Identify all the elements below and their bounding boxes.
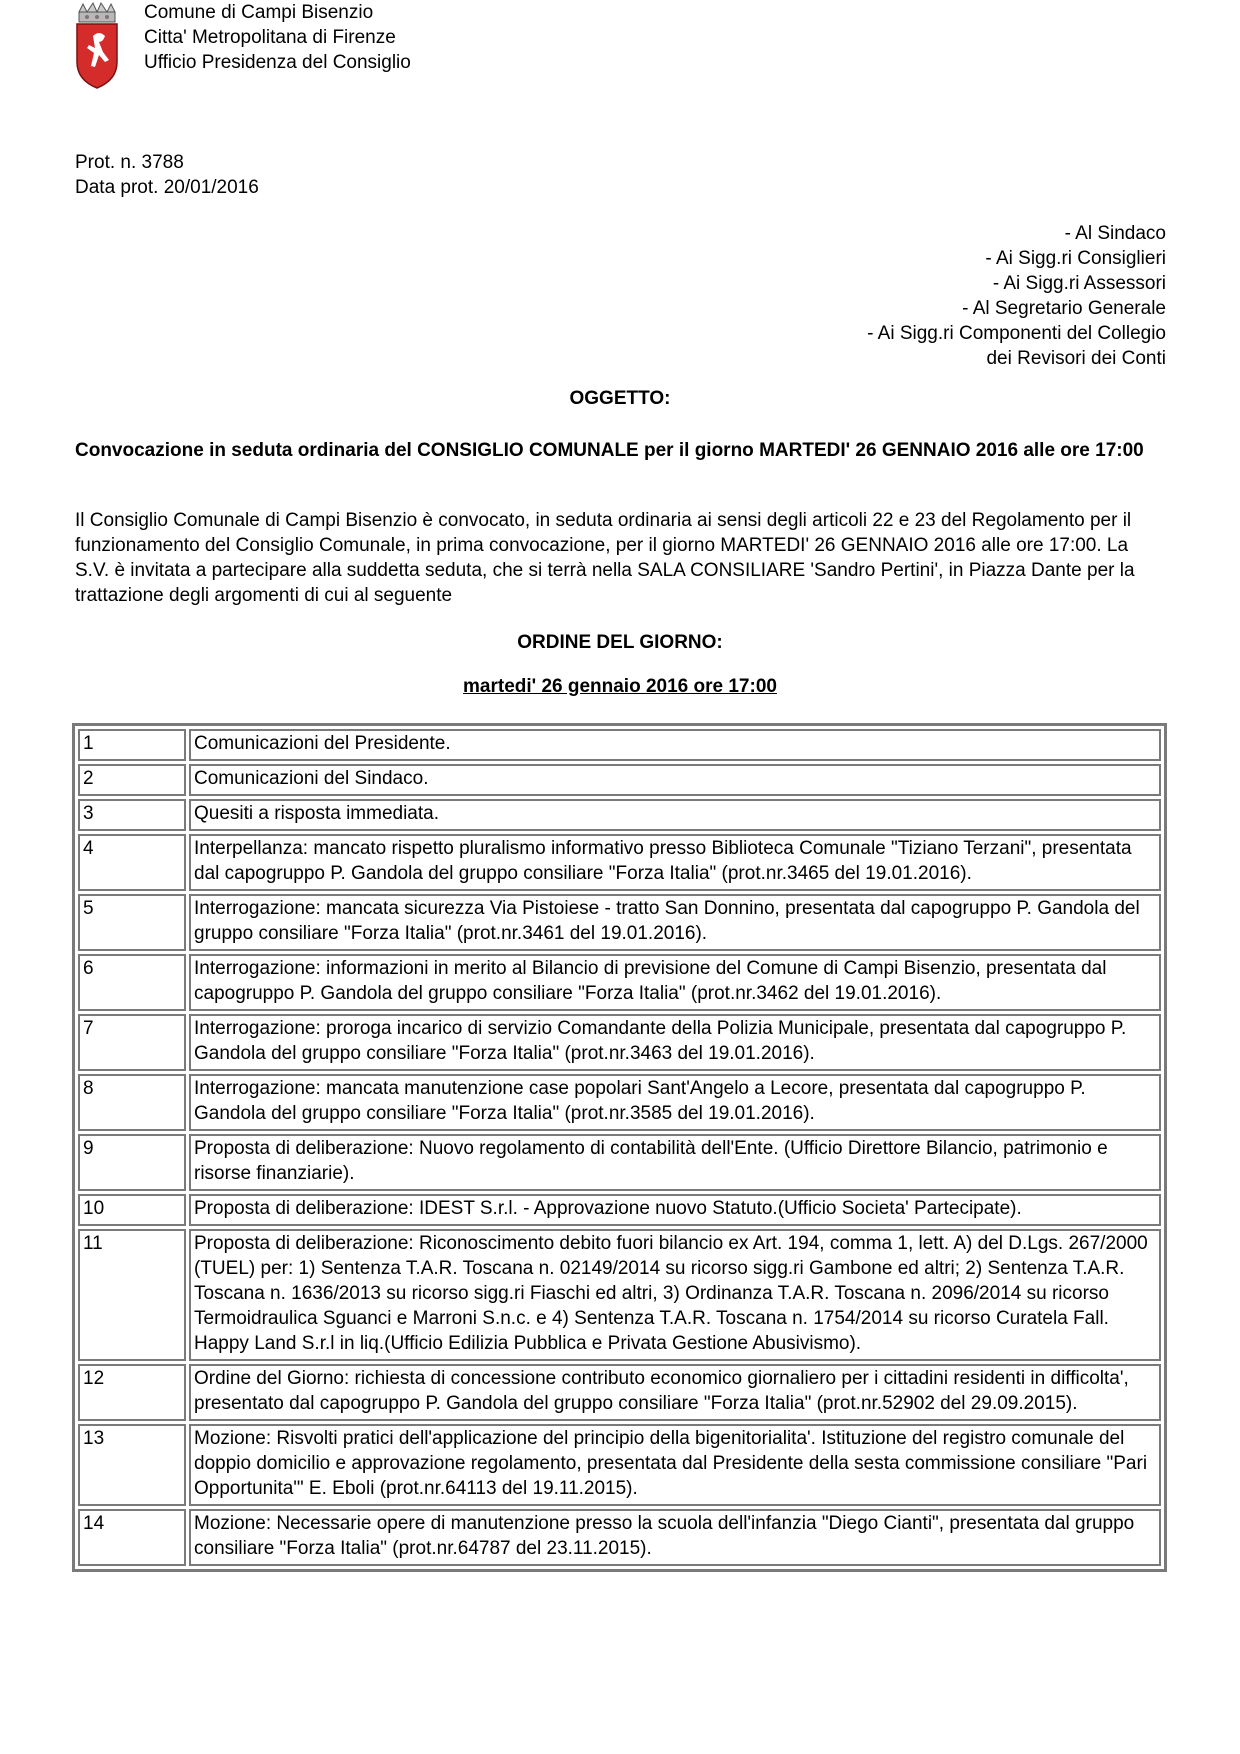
agenda-row <box>78 729 1161 761</box>
agenda-item-number: 4 <box>78 834 186 891</box>
agenda-row <box>78 1364 1161 1421</box>
agenda-row <box>78 799 1161 831</box>
agenda-item-number: 12 <box>78 1364 186 1421</box>
agenda-item-number: 2 <box>78 764 186 796</box>
agenda-item-number: 10 <box>78 1194 186 1226</box>
recipient-line: - Ai Sigg.ri Consiglieri <box>985 248 1166 269</box>
agenda-item-text: Mozione: Risvolti pratici dell'applicazione del principio della bigenitorialita'. Istituzione del registro comunale del doppio domicilio e approvazione regolamento, presentata dal Presidente della sesta commissione consiliare "Pari Opportunita'" E. Eboli (prot.nr.64113 del 19.11.2015). <box>189 1424 1161 1506</box>
agenda-item-number: 8 <box>78 1074 186 1131</box>
agenda-row <box>78 834 1161 891</box>
agenda-item-number: 6 <box>78 954 186 1011</box>
agenda-row <box>78 1229 1161 1361</box>
recipient-line: dei Revisori dei Conti <box>986 348 1166 369</box>
subject-text: Convocazione in seduta ordinaria del CONSIGLIO COMUNALE per il giorno MARTEDI' 26 GENNAIO 2016 alle ore 17:00 <box>75 440 1144 461</box>
agenda-item-text: Proposta di deliberazione: Riconoscimento debito fuori bilancio ex Art. 194, comma 1, lett. A) del D.Lgs. 267/2000 (TUEL) per: 1) Sentenza T.A.R. Toscana n. 02149/2014 su ricorso sigg.ri Gambone ed altri; 2) Sentenza T.A.R. Toscana n. 1636/2013 su ricorso sigg.ri Fiaschi ed altri, 3) Ordinanza T.A.R. Toscana n. 2096/2014 su ricorso Termoidraulica Sguanci e Marroni S.n.c. e 4) Sentenza T.A.R. Toscana n. 1754/2014 su ricorso Curatela Fall. Happy Land S.r.l in liq.(Ufficio Edilizia Pubblica e Privata Gestione Abusivismo). <box>189 1229 1161 1361</box>
metropolitan-city: Citta' Metropolitana di Firenze <box>144 27 396 48</box>
agenda-item-text: Comunicazioni del Presidente. <box>189 729 1161 761</box>
agenda-item-number: 14 <box>78 1509 186 1566</box>
agenda-item-number: 7 <box>78 1014 186 1071</box>
agenda-row <box>78 894 1161 951</box>
recipient-line: - Al Sindaco <box>1064 223 1166 244</box>
agenda-row <box>78 1509 1161 1566</box>
agenda-item-text: Quesiti a risposta immediata. <box>189 799 1161 831</box>
agenda-item-number: 3 <box>78 799 186 831</box>
subject-label: OGGETTO: <box>569 388 671 409</box>
agenda-row <box>78 1134 1161 1191</box>
agenda-row <box>78 1014 1161 1071</box>
agenda-item-text: Interpellanza: mancato rispetto pluralismo informativo presso Biblioteca Comunale "Tiziano Terzani", presentata dal capogruppo P. Gandola del gruppo consiliare "Forza Italia" (prot.nr.3465 del 19.01.2016). <box>189 834 1161 891</box>
agenda-item-text: Ordine del Giorno: richiesta di concessione contributo economico giornaliero per i cittadini residenti in difficolta', presentato dal capogruppo P. Gandola del gruppo consiliare "Forza Italia" (prot.nr.52902 del 29.09.2015). <box>189 1364 1161 1421</box>
agenda-row <box>78 1194 1161 1226</box>
agenda-row <box>78 1074 1161 1131</box>
agenda-row <box>78 764 1161 796</box>
protocol-block <box>75 150 259 200</box>
office-name: Ufficio Presidenza del Consiglio <box>144 52 411 73</box>
agenda-item-text: Interrogazione: informazioni in merito al Bilancio di previsione del Comune di Campi Bisenzio, presentata dal capogruppo P. Gandola del gruppo consiliare "Forza Italia" (prot.nr.3462 del 19.01.2016). <box>189 954 1161 1011</box>
agenda-item-number: 1 <box>78 729 186 761</box>
agenda-item-number: 11 <box>78 1229 186 1361</box>
agenda-item-number: 9 <box>78 1134 186 1191</box>
recipients-list <box>867 221 1166 371</box>
protocol-date: Data prot. 20/01/2016 <box>75 177 259 198</box>
agenda-row <box>78 1424 1161 1506</box>
agenda-title: ORDINE DEL GIORNO: <box>517 632 723 653</box>
agenda-item-text: Proposta di deliberazione: Nuovo regolamento di contabilità dell'Ente. (Ufficio Direttore Bilancio, patrimonio e risorse finanziarie). <box>189 1134 1161 1191</box>
recipient-line: - Al Segretario Generale <box>962 298 1166 319</box>
convocation-paragraph: Il Consiglio Comunale di Campi Bisenzio è convocato, in seduta ordinaria ai sensi degli articoli 22 e 23 del Regolamento per il funzionamento del Consiglio Comunale, in prima convocazione, per il giorno MARTEDI' 26 GENNAIO 2016 alle ore 17:00. La S.V. è invitata a partecipare alla suddetta seduta, che si terrà nella SALA CONSILIARE 'Sandro Pertini', in Piazza Dante per la trattazione degli argomenti di cui al seguente <box>75 510 1135 606</box>
agenda-item-text: Interrogazione: mancata manutenzione case popolari Sant'Angelo a Lecore, presentata dal capogruppo P. Gandola del gruppo consiliare "Forza Italia" (prot.nr.3585 del 19.01.2016). <box>189 1074 1161 1131</box>
agenda-row <box>78 954 1161 1011</box>
agenda-table <box>72 723 1167 1572</box>
agenda-item-text: Proposta di deliberazione: IDEST S.r.l. - Approvazione nuovo Statuto.(Ufficio Societa' Partecipate). <box>189 1194 1161 1226</box>
agenda-item-text: Interrogazione: mancata sicurezza Via Pistoiese - tratto San Donnino, presentata dal capogruppo P. Gandola del gruppo consiliare "Forza Italia" (prot.nr.3461 del 19.01.2016). <box>189 894 1161 951</box>
agenda-item-text: Mozione: Necessarie opere di manutenzione presso la scuola dell'infanzia "Diego Cianti", presentata dal gruppo consiliare "Forza Italia" (prot.nr.64787 del 23.11.2015). <box>189 1509 1161 1566</box>
agenda-item-text: Comunicazioni del Sindaco. <box>189 764 1161 796</box>
agenda-item-text: Interrogazione: proroga incarico di servizio Comandante della Polizia Municipale, presentata dal capogruppo P. Gandola del gruppo consiliare "Forza Italia" (prot.nr.3463 del 19.01.2016). <box>189 1014 1161 1071</box>
recipient-line: - Ai Sigg.ri Assessori <box>992 273 1166 294</box>
municipality-name: Comune di Campi Bisenzio <box>144 2 374 23</box>
agenda-date: martedi' 26 gennaio 2016 ore 17:00 <box>463 676 777 697</box>
agenda-item-number: 5 <box>78 894 186 951</box>
recipient-line: - Ai Sigg.ri Componenti del Collegio <box>867 323 1166 344</box>
protocol-number: Prot. n. 3788 <box>75 152 184 173</box>
agenda-item-number: 13 <box>78 1424 186 1506</box>
organization-block <box>144 0 411 75</box>
coat-of-arms-icon <box>73 2 121 90</box>
